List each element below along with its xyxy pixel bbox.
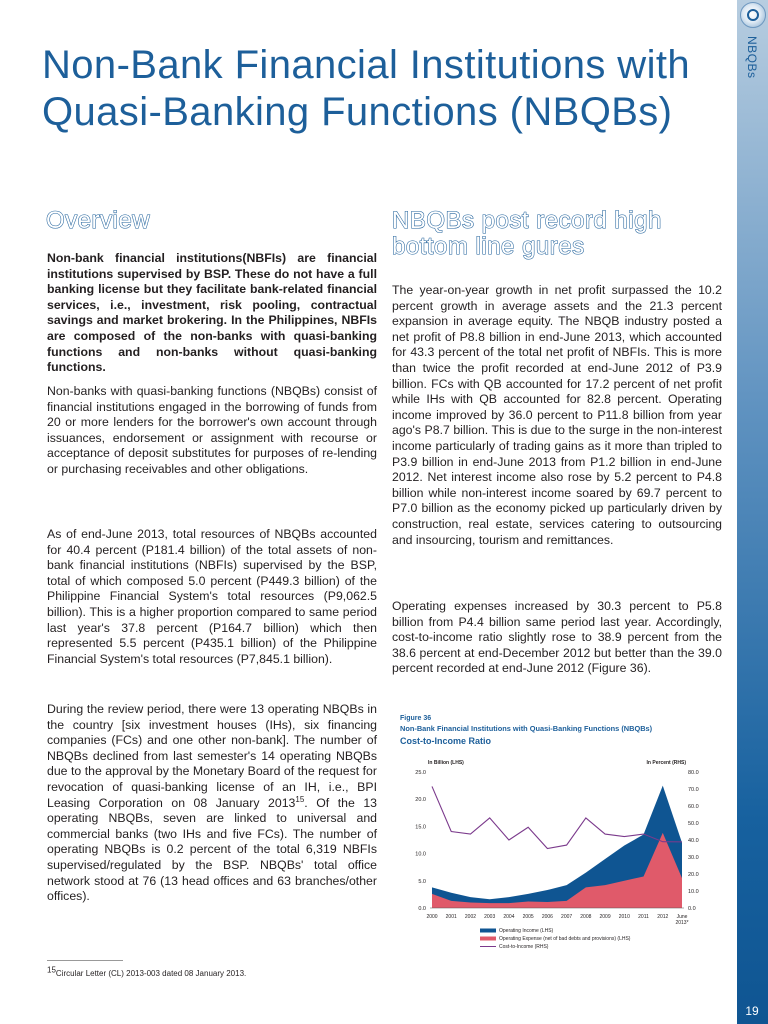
figure-title: Non-Bank Financial Institutions with Quasi-Banking Functions (NBQBs) bbox=[400, 724, 653, 733]
left-tick-label: 20.0 bbox=[415, 797, 426, 804]
footnote bbox=[47, 965, 247, 978]
right-tick-label: 30.0 bbox=[688, 855, 699, 861]
x-tick-label: 2011 bbox=[638, 914, 649, 920]
right-axis-label: In Percent (RHS) bbox=[646, 760, 686, 766]
x-tick-label: 2005 bbox=[522, 914, 534, 920]
legend-swatch-0 bbox=[480, 929, 496, 933]
x-tick-label-line2: 2013* bbox=[675, 920, 689, 926]
paragraph-4-text-b: . Of the 13 operating NBQBs, seven are linked to universal and commercial banks (two IHs and five FCs). The number of operating NBQBs is 0.2 percent of the total 6,319 NBFIs supervised/regulated by the BSP. NBQBs' total office network stood at 76 (13 head offices and 63 branches/other offices). bbox=[47, 795, 377, 904]
left-tick-label: 5.0 bbox=[418, 878, 426, 885]
left-tick-label: 10.0 bbox=[415, 851, 426, 858]
right-tick-label: 60.0 bbox=[688, 804, 699, 810]
x-tick-label: 2007 bbox=[561, 914, 573, 920]
footnote-text: Circular Letter (CL) 2013-003 dated 08 January 2013. bbox=[55, 969, 247, 978]
overview-paragraph-2: Non-banks with quasi-banking functions (NBQBs) consist of financial institutions engaged in the borrowing of funds from 20 or more lenders for the borrower's own account through issuances, endorsement or assignment with recourse or acceptance of deposit substitutes for purposes of re-lending or purchasing receivables and other obligations. bbox=[47, 384, 377, 476]
right-tick-label: 50.0 bbox=[688, 821, 699, 827]
right-tick-label: 40.0 bbox=[688, 838, 699, 844]
footnote-ref[interactable]: 15 bbox=[295, 794, 305, 804]
figure-36 bbox=[392, 712, 728, 992]
results-heading: NBQBs post record high bottom line gures bbox=[392, 207, 662, 260]
sidebar-label-text: NBQBs bbox=[745, 36, 759, 79]
x-tick-label: 2010 bbox=[618, 914, 630, 920]
results-paragraph-1: The year-on-year growth in net profit surpassed the 10.2 percent growth in average assets and the 21.3 percent expansion in average equity. The NBQB industry posted a net profit of P8.8 billion in end-June 2013, which accounted for 43.3 percent of the total net profit of NBFIs. This is more than twice the profit recorded at end-June 2012 of P3.9 billion. FCs with QB accounted for 17.2 percent of net profit while IHs with QB accounted for 82.8 percent. Operating income improved by 36.0 percent to P11.8 billion from year ago's P8.7 billion. This is due to the surge in the non-interest income particularly of trading gains as it more than tripled to P3.9 billion in end-June 2013 from P1.2 billion in end-June 2012. Net interest income also rose by 5.2 percent to P4.8 billion while non-interest income soared by 69.7 percent to P7.0 billion as the economy picked up particularly driven by construction, real estate, services catering to outsourcing and insourcing, tourism and remittances. bbox=[392, 283, 722, 547]
x-tick-label: 2009 bbox=[599, 914, 611, 920]
x-tick-label: June bbox=[676, 914, 688, 920]
overview-paragraph-3: As of end-June 2013, total resources of NBQBs accounted for 40.4 percent (P181.4 billion) of the total assets of non-bank financial institutions (NBFIs) supervised by the BSP, total of which composed 5.0 percent (P449.3 billion) of the Philippine Financial System's total resources (P9,062.5 billion). This is a higher proportion compared to same period last year's 37.8 percent (P164.7 billion) which then represented 5.5 percent (P435.1 billion) of the Philippine Financial System's total resources (P7,845.1 billion). bbox=[47, 527, 377, 666]
page-title: Non-Bank Financial Institutions with Quasi-Banking Functions (NBQBs) bbox=[42, 43, 691, 134]
left-tick-label: 15.0 bbox=[415, 824, 426, 831]
overview-paragraph-1: Non-bank financial institutions(NBFIs) are financial institutions supervised by BSP. These do not have a full banking license but they facilitate bank-related financial services, i.e., investment, risk pooling, contractual savings and market brokering. In the Philippines, NBFIs are composed of the non-banks with quasi-banking functions and non-banks without quasi-banking functions. bbox=[47, 251, 377, 375]
cost-to-income-chart bbox=[392, 756, 728, 986]
legend-entry-1: Operating Expense (net of bad debts and provisions) (LHS) bbox=[499, 936, 631, 942]
x-tick-label: 2012 bbox=[657, 914, 669, 920]
right-tick-label: 10.0 bbox=[688, 889, 699, 895]
figure-number: Figure 36 bbox=[400, 715, 432, 722]
footnote-number: 15 bbox=[47, 965, 56, 975]
left-tick-label: 25.0 bbox=[415, 770, 426, 776]
x-tick-label: 2001 bbox=[445, 914, 457, 920]
legend-entry-0: Operating Income (LHS) bbox=[499, 928, 554, 934]
paragraph-4-text-a: During the review period, there were 13 operating NBQBs in the country [six investment houses (IHs), six financing companies (FCs) and one other non-bank]. The number of NBQBs declined from last semester's 14 operating NBQBs due to the approval by the Monetary Board of the request for revocation of quasi-banking license of an IH, i.e., BPI Leasing Corporation on 08 January 2013 bbox=[47, 702, 377, 810]
x-tick-label: 2004 bbox=[503, 914, 515, 920]
x-tick-label: 2002 bbox=[464, 914, 477, 920]
legend-entry-2: Cost-to-Income (RHS) bbox=[499, 944, 549, 950]
right-tick-label: 70.0 bbox=[688, 787, 699, 793]
figure-subtitle: Cost-to-Income Ratio bbox=[400, 736, 491, 746]
right-tick-label: 0.0 bbox=[688, 906, 696, 912]
x-tick-label: 2006 bbox=[541, 914, 553, 920]
legend-swatch-1 bbox=[480, 937, 496, 941]
x-tick-label: 2000 bbox=[426, 914, 438, 920]
page-number: 19 bbox=[745, 1004, 759, 1018]
x-tick-label: 2008 bbox=[580, 914, 592, 920]
left-axis-label: In Billion (LHS) bbox=[428, 760, 464, 766]
sidebar-label bbox=[736, 36, 768, 96]
left-tick-label: 0.0 bbox=[418, 906, 426, 912]
right-tick-label: 80.0 bbox=[688, 770, 699, 776]
right-tick-label: 20.0 bbox=[688, 872, 699, 878]
overview-paragraph-4 bbox=[47, 702, 377, 905]
results-paragraph-2: Operating expenses increased by 30.3 percent to P5.8 billion from P4.4 billion same period last year. Accordingly, cost-to-income ratio slightly rose to 38.9 percent from the 38.6 percent at end-December 2012 but better than the 39.0 percent recorded at end-June 2012 (Figure 36). bbox=[392, 599, 722, 676]
sidebar-band bbox=[737, 0, 768, 1024]
footnote-divider bbox=[47, 960, 123, 961]
overview-heading: Overview bbox=[46, 207, 151, 234]
x-tick-label: 2003 bbox=[484, 914, 496, 920]
bsp-logo-icon bbox=[740, 2, 766, 28]
